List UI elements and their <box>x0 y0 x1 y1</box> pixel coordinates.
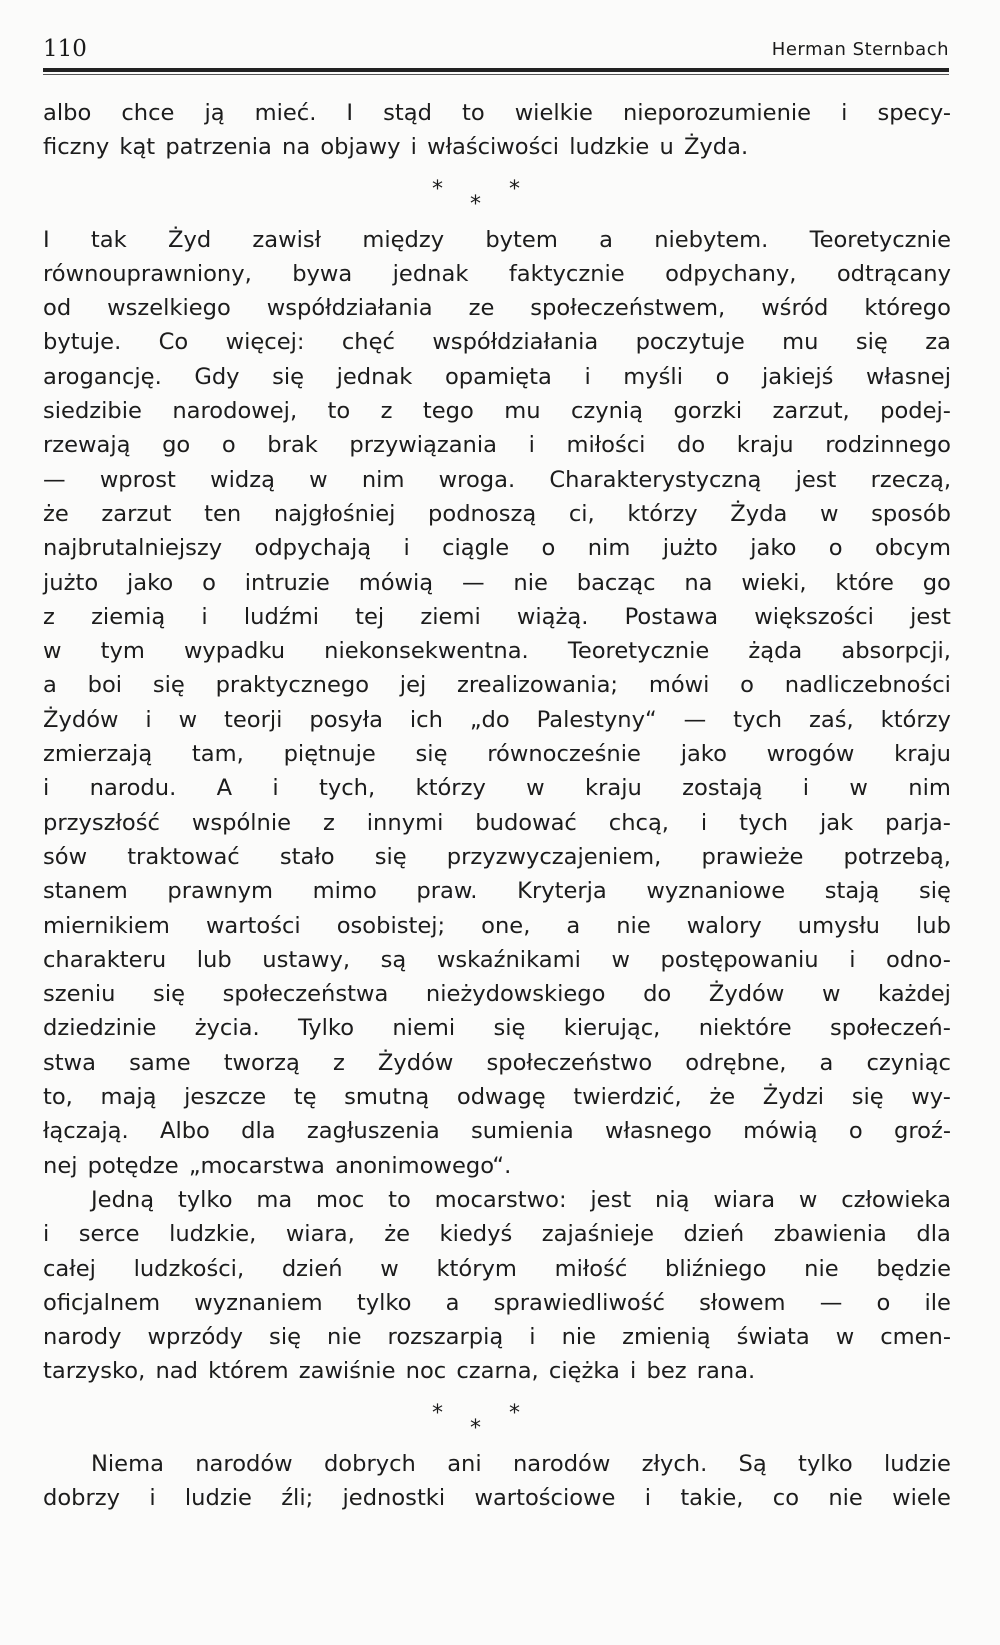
text-line: dziedzinie życia. Tylko niemi się kierując, niektóre społeczeń- <box>43 1015 951 1042</box>
text-line: jużto jako o intruzie mówią — nie bacząc na wieki, które go <box>43 569 951 596</box>
paragraph <box>43 1183 951 1389</box>
text-line: miernikiem wartości osobistej; one, a nie walory umysłu lub <box>43 912 951 939</box>
running-head-author: Herman Sternbach <box>771 39 949 60</box>
section-separator-asterisks <box>43 165 951 223</box>
text-line: narody wprzódy się nie rozszarpią i nie zmienią świata w cmen- <box>43 1324 951 1351</box>
text-line: w tym wypadku niekonsekwentna. Teoretycznie żąda absorpcji, <box>43 638 951 665</box>
text-line: całej ludzkości, dzień w którym miłość bliźniego nie będzie <box>43 1255 951 1282</box>
text-line: od wszelkiego współdziałania ze społeczeństwem, wśród którego <box>43 295 951 322</box>
text-line: równouprawniony, bywa jednak faktycznie odpychany, odtrącany <box>43 260 951 287</box>
text-line: stwa same tworzą z Żydów społeczeństwo odrębne, a czyniąc <box>43 1049 951 1076</box>
asterisk: * <box>432 1400 443 1426</box>
text-line: najbrutalniejszy odpychają i ciągle o nim jużto jako o obcym <box>43 535 951 562</box>
asterisk: * <box>432 176 443 202</box>
asterisk: * <box>509 176 520 202</box>
text-line: sów traktować stało się przyzwyczajeniem, prawieże potrzebą, <box>43 843 951 870</box>
text-line: że zarzut ten najgłośniej podnoszą ci, którzy Żyda w sposób <box>43 500 951 527</box>
text-line: zmierzają tam, piętnuje się równocześnie jako wrogów kraju <box>43 741 951 768</box>
text-line: stanem prawnym mimo praw. Kryterja wyznaniowe stają się <box>43 878 951 905</box>
page-header <box>43 36 949 66</box>
text-line: i serce ludzkie, wiara, że kiedyś zajaśnieje dzień zbawienia dla <box>43 1221 951 1248</box>
text-line: to, mają jeszcze tę smutną odwagę twierdzić, że Żydzi się wy- <box>43 1084 951 1111</box>
paragraph <box>43 223 951 1183</box>
header-rule-thin <box>43 74 949 75</box>
paragraph <box>43 96 951 165</box>
text-line: oficjalnem wyznaniem tylko a sprawiedliwość słowem — o ile <box>43 1289 951 1316</box>
page-number: 110 <box>43 36 87 62</box>
text-line: z ziemią i ludźmi tej ziemi wiążą. Postawa większości jest <box>43 603 951 630</box>
paragraph <box>43 1447 951 1516</box>
text-line: charakteru lub ustawy, są wskaźnikami w postępowaniu i odno- <box>43 946 951 973</box>
header-rule <box>43 68 949 72</box>
asterisk: * <box>470 1415 481 1441</box>
asterisk: * <box>470 191 481 217</box>
asterisk: * <box>509 1400 520 1426</box>
text-line: arogancję. Gdy się jednak opamięta i myśli o jakiejś własnej <box>43 363 951 390</box>
text-line: Jedną tylko ma moc to mocarstwo: jest nią wiara w człowieka <box>91 1186 951 1213</box>
text-line: Żydów i w teorji posyła ich „do Palestyny“ — tych zaś, którzy <box>43 706 951 733</box>
text-line: albo chce ją mieć. I stąd to wielkie nieporozumienie i specy- <box>43 100 951 126</box>
text-line: przyszłość wspólnie z innymi budować chcą, i tych jak parja- <box>43 809 951 836</box>
body-text <box>43 96 951 1515</box>
text-line: I tak Żyd zawisł między bytem a niebytem. Teoretycznie <box>43 226 951 253</box>
text-line: bytuje. Co więcej: chęć współdziałania poczytuje mu się za <box>43 329 951 356</box>
text-line: ficzny kąt patrzenia na objawy i właściwości ludzkie u Żyda. <box>43 134 749 161</box>
text-line: łączają. Albo dla zagłuszenia sumienia własnego mówią o groź- <box>43 1118 951 1145</box>
text-line: tarzysko, nad którem zawiśnie noc czarna, ciężka i bez rana. <box>43 1358 756 1385</box>
text-line: siedzibie narodowej, to z tego mu czynią gorzki zarzut, podej- <box>43 398 951 425</box>
text-line: Niema narodów dobrych ani narodów złych. Są tylko ludzie <box>91 1450 951 1477</box>
text-line: — wprost widzą w nim wroga. Charakterystyczną jest rzeczą, <box>43 466 951 493</box>
section-separator-asterisks <box>43 1389 951 1447</box>
text-line: i narodu. A i tych, którzy w kraju zostają i w nim <box>43 775 951 802</box>
text-line: rzewają go o brak przywiązania i miłości do kraju rodzinnego <box>43 432 951 459</box>
text-line: dobrzy i ludzie źli; jednostki wartościowe i takie, co nie wiele <box>43 1484 951 1511</box>
text-line: szeniu się społeczeństwa nieżydowskiego do Żydów w każdej <box>43 981 951 1008</box>
text-line: nej potędze „mocarstwa anonimowego“. <box>43 1152 512 1179</box>
text-line: a boi się praktycznego jej zrealizowania; mówi o nadliczebności <box>43 672 951 699</box>
